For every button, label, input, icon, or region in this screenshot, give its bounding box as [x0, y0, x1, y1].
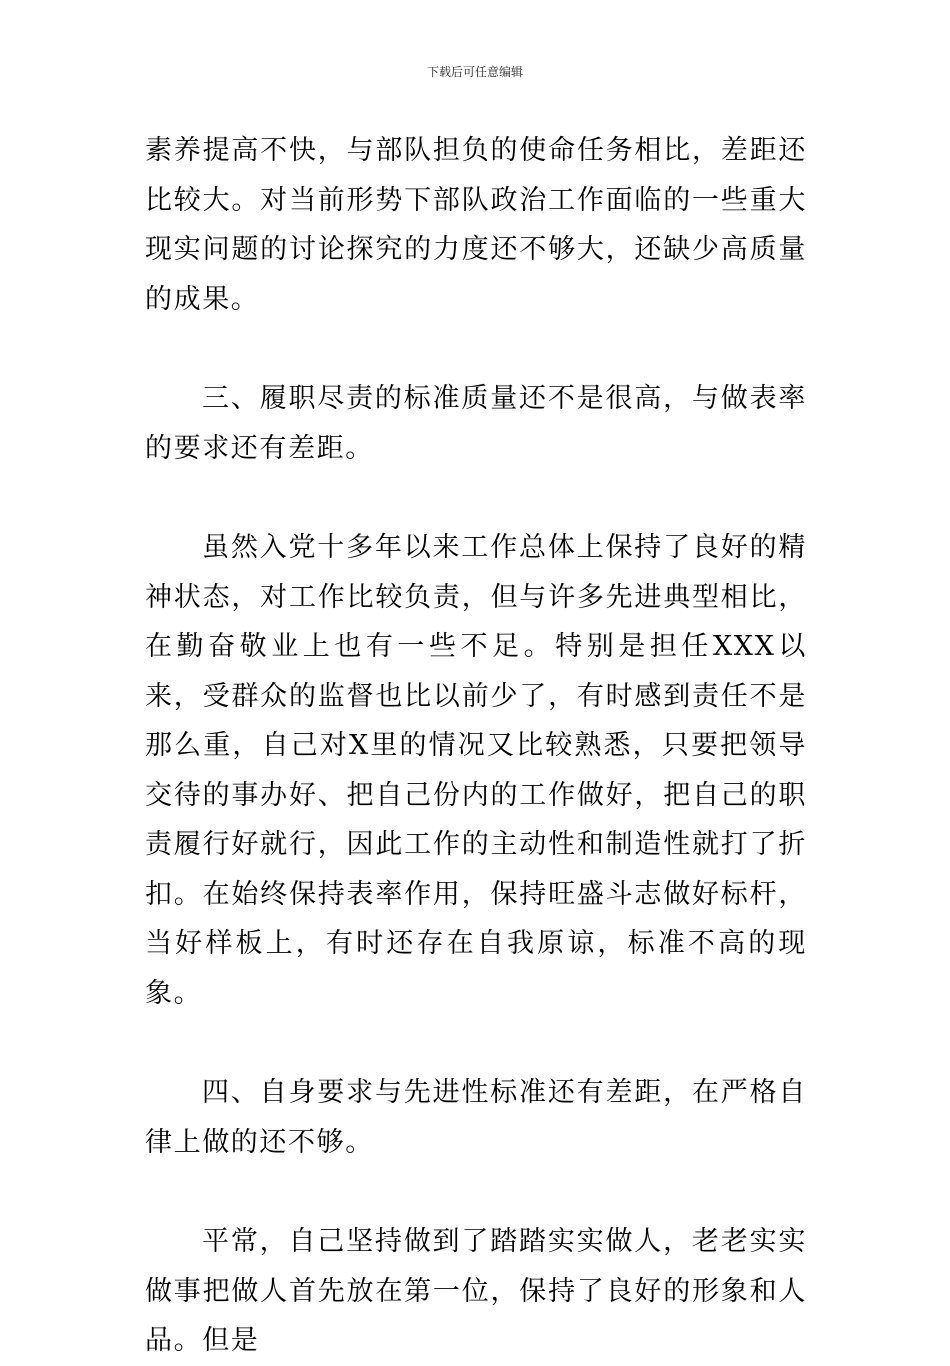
document-body — [145, 126, 807, 1366]
paragraph-gap — [145, 1018, 807, 1068]
page-header: 下载后可任意编辑 — [426, 65, 523, 79]
paragraph-gap — [145, 473, 807, 523]
paragraph-gap — [145, 1167, 807, 1217]
paragraph-continuation: 素养提高不快，与部队担负的使命任务相比，差距还比较大。对当前形势下部队政治工作面临的一些重大现实问题的讨论探究的力度还不够大，还缺少高质量的成果。 — [145, 135, 807, 315]
section-heading-three: 三、履职尽责的标准质量还不是很高，与做表率的要求还有差距。 — [145, 383, 807, 464]
paragraph-body: 虽然入党十多年以来工作总体上保持了良好的精神状态，对工作比较负责，但与许多先进典型相比，在勤奋敬业上也有一些不足。特别是担任XXX以来，受群众的监督也比以前少了，有时感到责任不是那么重，自己对X里的情况又比较熟悉，只要把领导交待的事办好、把自己份内的工作做好，把自己的职责履行好就行，因此工作的主动性和制造性就打了折扣。在始终保持表率作用，保持旺盛斗志做好标杆，当好样板上，有时还存在自我原谅，标准不高的现象。 — [145, 532, 807, 1009]
paragraph-gap — [145, 324, 807, 374]
section-heading-four: 四、自身要求与先进性标准还有差距，在严格自律上做的还不够。 — [145, 1077, 807, 1158]
paragraph-body: 平常，自己坚持做到了踏踏实实做人，老老实实做事把做人首先放在第一位，保持了良好的形象和人品。但是 — [145, 1226, 807, 1356]
